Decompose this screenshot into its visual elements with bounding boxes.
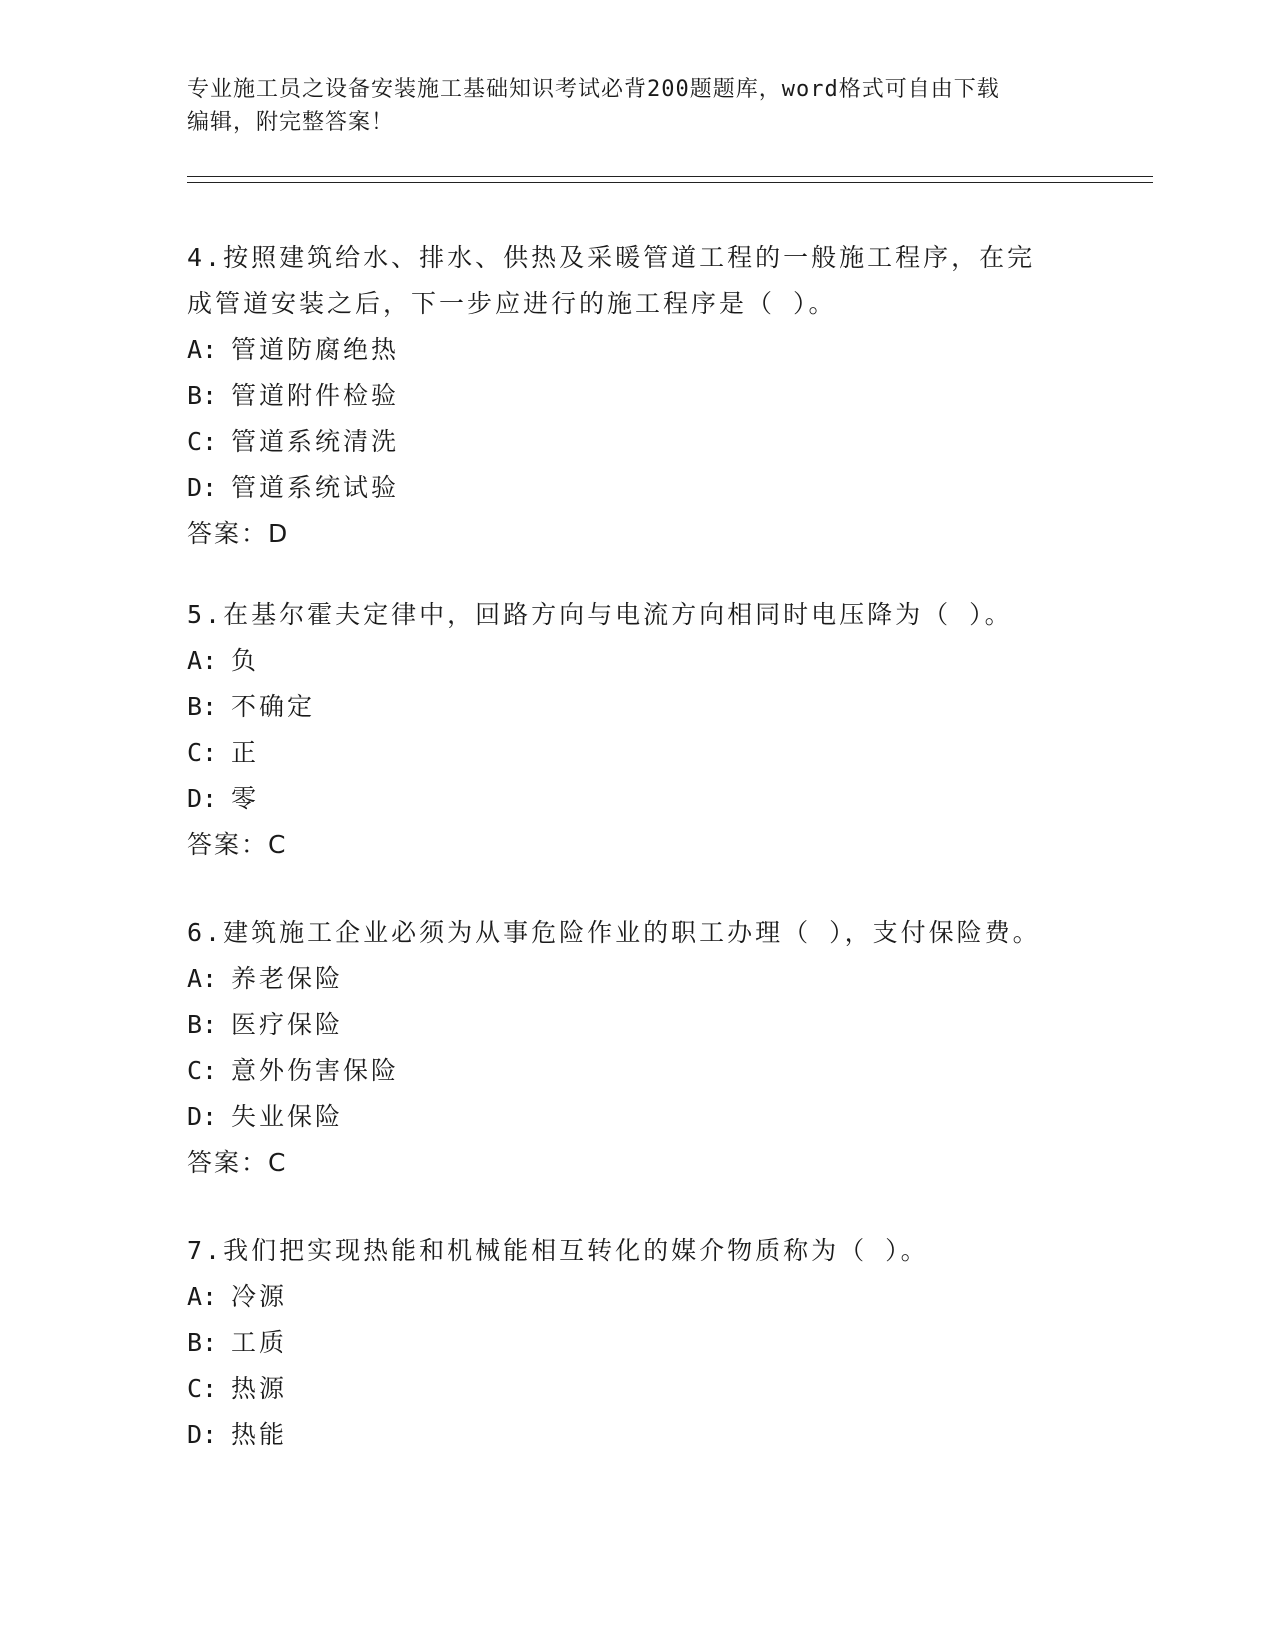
option-label: C:: [187, 738, 218, 767]
option-text: 管道防腐绝热: [231, 335, 400, 364]
option-label: A:: [187, 335, 218, 364]
answer-prefix: 答案：: [187, 519, 269, 548]
option-text: 不确定: [231, 692, 316, 721]
option-b: [187, 684, 1067, 730]
option-label: B:: [187, 1010, 218, 1039]
option-c: [187, 730, 1067, 776]
answer-line: [187, 822, 1067, 868]
option-text: 养老保险: [231, 964, 344, 993]
option-text: 热源: [231, 1374, 288, 1403]
option-a: [187, 327, 1067, 373]
option-label: D:: [187, 1102, 218, 1131]
question-stem-line: 6.建筑施工企业必须为从事危险作业的职工办理（ ），支付保险费。: [187, 918, 1041, 947]
option-d: [187, 776, 1067, 822]
option-a: [187, 956, 1067, 1002]
option-label: A:: [187, 1282, 218, 1311]
option-label: A:: [187, 646, 218, 675]
option-d: [187, 1412, 1067, 1458]
option-text: 热能: [231, 1420, 288, 1449]
option-text: 意外伤害保险: [231, 1056, 400, 1085]
answer-prefix: 答案：: [187, 830, 269, 859]
answer-prefix: 答案：: [187, 1148, 269, 1177]
option-text: 冷源: [231, 1282, 288, 1311]
option-b: [187, 373, 1067, 419]
header-line-1: 专业施工员之设备安装施工基础知识考试必背200题题库，word格式可自由下载: [187, 77, 1000, 102]
option-c: [187, 1048, 1067, 1094]
option-label: A:: [187, 964, 218, 993]
question-stem-line: 7.我们把实现热能和机械能相互转化的媒介物质称为（ ）。: [187, 1236, 929, 1265]
option-b: [187, 1002, 1067, 1048]
header-line-2: 编辑，附完整答案！: [187, 110, 395, 135]
option-text: 正: [231, 738, 260, 767]
question-6: [187, 910, 1067, 1186]
option-c: [187, 419, 1067, 465]
option-text: 零: [231, 784, 260, 813]
answer-value: C: [268, 1148, 287, 1177]
answer-line: [187, 511, 1067, 557]
answer-value: D: [268, 519, 289, 548]
header-divider-top: [187, 176, 1153, 177]
option-label: C:: [187, 427, 218, 456]
option-text: 管道系统试验: [231, 473, 400, 502]
option-a: [187, 1274, 1067, 1320]
option-text: 医疗保险: [231, 1010, 344, 1039]
option-label: B:: [187, 692, 218, 721]
option-label: D:: [187, 1420, 218, 1449]
document-header: [187, 73, 1067, 139]
question-5: [187, 592, 1067, 868]
answer-line: [187, 1140, 1067, 1186]
option-label: D:: [187, 784, 218, 813]
question-4: [187, 235, 1067, 557]
question-stem-line: 4.按照建筑给水、排水、供热及采暖管道工程的一般施工程序，在完: [187, 243, 1036, 272]
option-b: [187, 1320, 1067, 1366]
option-a: [187, 638, 1067, 684]
option-d: [187, 465, 1067, 511]
option-label: B:: [187, 1328, 218, 1357]
header-divider-bottom: [187, 182, 1153, 183]
option-label: B:: [187, 381, 218, 410]
option-text: 失业保险: [231, 1102, 344, 1131]
option-d: [187, 1094, 1067, 1140]
option-label: C:: [187, 1056, 218, 1085]
option-label: C:: [187, 1374, 218, 1403]
option-c: [187, 1366, 1067, 1412]
option-text: 管道附件检验: [231, 381, 400, 410]
question-stem-line: 5.在基尔霍夫定律中，回路方向与电流方向相同时电压降为（ ）。: [187, 600, 1013, 629]
answer-value: C: [268, 830, 287, 859]
option-text: 工质: [231, 1328, 288, 1357]
option-label: D:: [187, 473, 218, 502]
question-stem-line: 成管道安装之后，下一步应进行的施工程序是（ ）。: [187, 289, 837, 318]
question-7: [187, 1228, 1067, 1458]
option-text: 管道系统清洗: [231, 427, 400, 456]
option-text: 负: [231, 646, 260, 675]
